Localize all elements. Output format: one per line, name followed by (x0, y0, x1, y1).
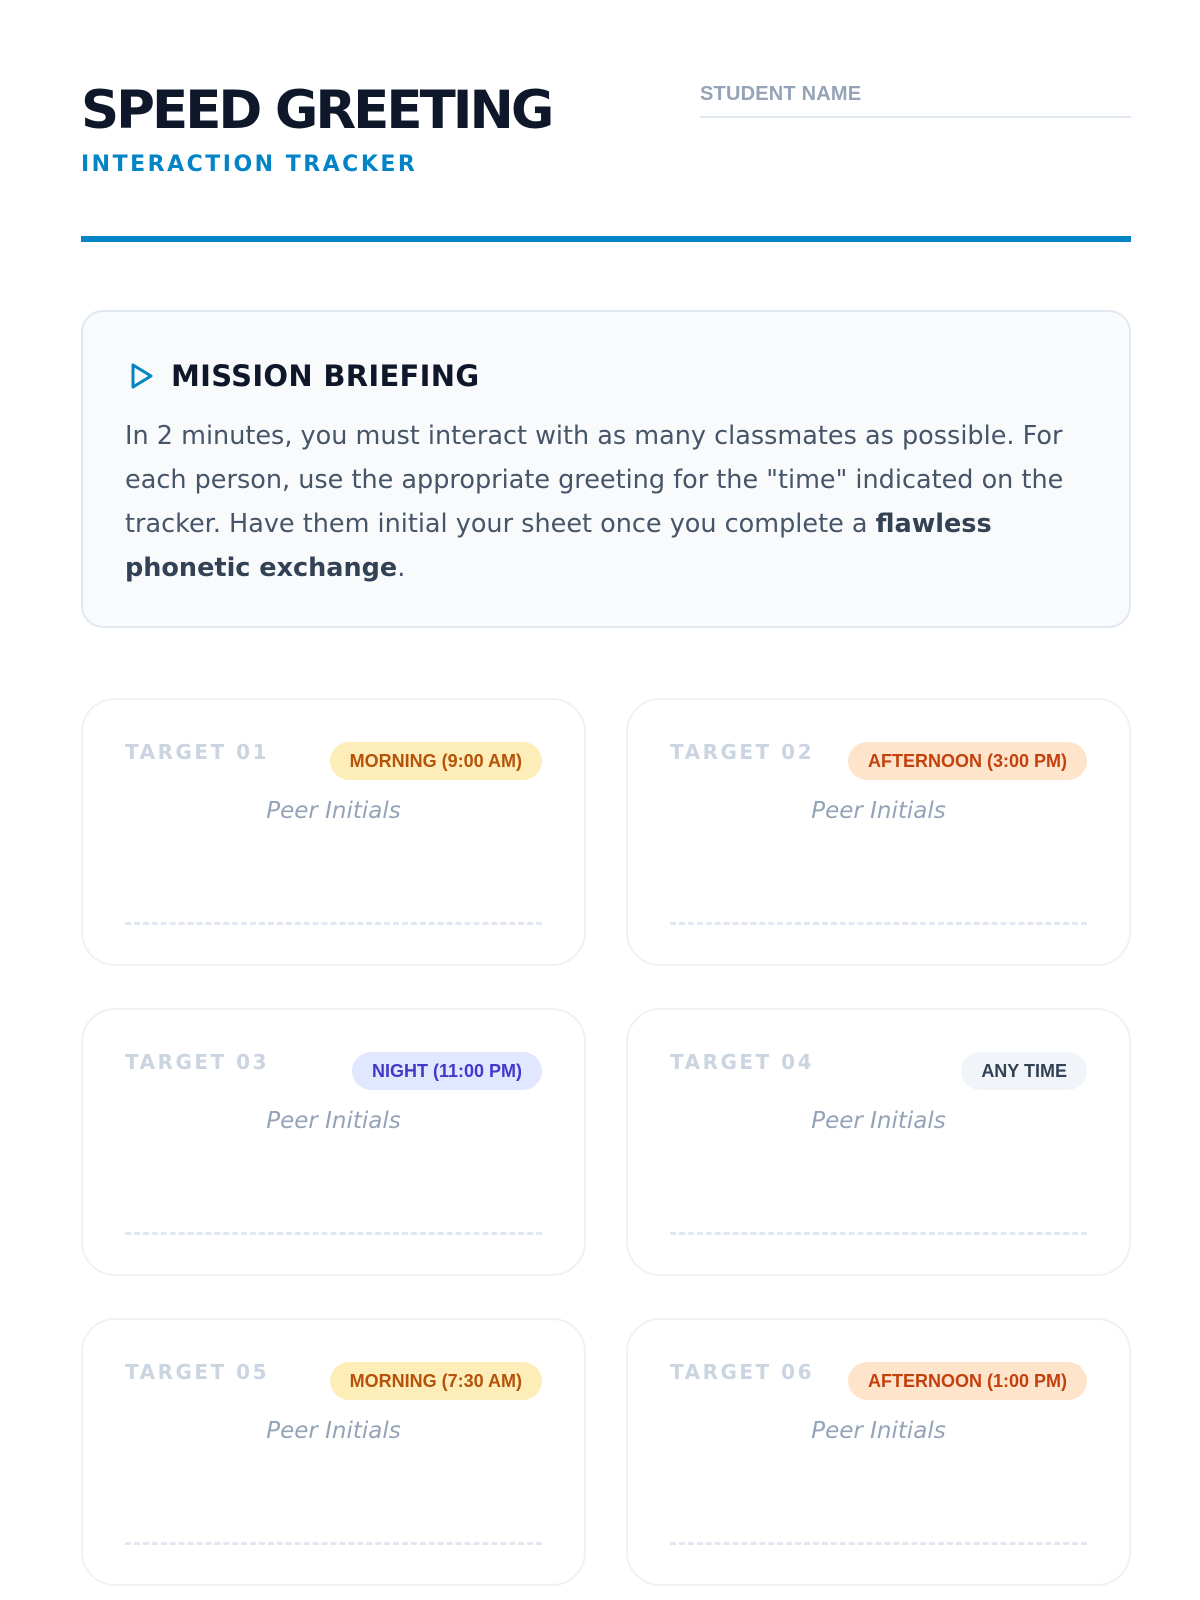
peer-initials-placeholder: Peer Initials (811, 1108, 946, 1134)
peer-initials-placeholder: Peer Initials (266, 1108, 401, 1134)
target-card (626, 698, 1131, 966)
mission-briefing-panel (81, 310, 1131, 628)
student-name-field[interactable] (700, 80, 1131, 118)
target-card (81, 1008, 586, 1276)
peer-initials-placeholder: Peer Initials (266, 798, 401, 824)
target-card (626, 1008, 1131, 1276)
briefing-text-end: . (397, 553, 406, 583)
student-name-label: STUDENT NAME (700, 83, 862, 105)
briefing-heading (125, 356, 479, 396)
target-card (81, 698, 586, 966)
time-badge: NIGHT (11:00 PM) (352, 1052, 542, 1090)
peer-initials-placeholder: Peer Initials (811, 798, 946, 824)
initials-line[interactable] (125, 922, 542, 925)
time-badge: MORNING (9:00 AM) (330, 742, 542, 780)
briefing-text-emphasis: flawless phonetic exchange (125, 509, 992, 583)
target-label: TARGET 04 (670, 1050, 814, 1074)
initials-line[interactable] (670, 1542, 1087, 1545)
page-subtitle: INTERACTION TRACKER (81, 152, 418, 177)
briefing-text (125, 414, 1085, 590)
student-name-line[interactable] (700, 116, 1131, 118)
initials-line[interactable] (670, 922, 1087, 925)
peer-initials-placeholder: Peer Initials (811, 1418, 946, 1444)
play-icon (125, 360, 157, 392)
header-divider (81, 236, 1131, 242)
briefing-text-start: In 2 minutes, you must interact with as many classmates as possible. For each person, use the appropriate greeting for the "time" indicated on the tracker. Have them initial your sheet once you complete a (125, 421, 1064, 539)
page-title: SPEED GREETING (81, 80, 552, 141)
target-label: TARGET 06 (670, 1360, 814, 1384)
time-badge: AFTERNOON (3:00 PM) (848, 742, 1087, 780)
target-label: TARGET 02 (670, 740, 814, 764)
initials-line[interactable] (125, 1232, 542, 1235)
time-badge: AFTERNOON (1:00 PM) (848, 1362, 1087, 1400)
page-header (81, 80, 1131, 230)
target-card (81, 1318, 586, 1586)
time-badge: MORNING (7:30 AM) (330, 1362, 542, 1400)
target-label: TARGET 03 (125, 1050, 269, 1074)
target-label: TARGET 05 (125, 1360, 269, 1384)
briefing-title: MISSION BRIEFING (171, 359, 480, 393)
target-label: TARGET 01 (125, 740, 269, 764)
initials-line[interactable] (670, 1232, 1087, 1235)
initials-line[interactable] (125, 1542, 542, 1545)
peer-initials-placeholder: Peer Initials (266, 1418, 401, 1444)
time-badge: ANY TIME (961, 1052, 1087, 1090)
target-card (626, 1318, 1131, 1586)
